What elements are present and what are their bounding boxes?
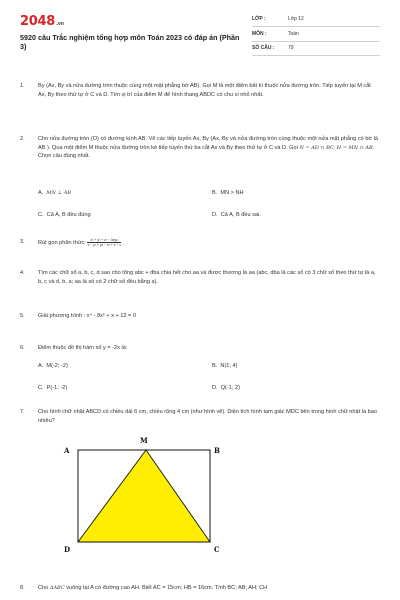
- figure-svg: [60, 436, 228, 556]
- option-b[interactable]: B. MN > NH: [212, 190, 244, 196]
- site-logo[interactable]: 2048.vn: [20, 14, 64, 29]
- question-text: Tìm các chữ số a, b, c, d sao cho tổng abc + dba chia hết cho aa và được thương là aa (abc, dba là các số có 3 chữ số theo thứ tự là a, b, c và d, b, a; aa là số có 2 chữ số đều bằng a).: [38, 270, 376, 285]
- label-d: D: [64, 545, 71, 554]
- question-text: Cho nửa đường tròn (O) có đường kính AB. Vẽ các tiếp tuyến Ax, By (Ax, By và nửa đường tròn cùng thuộc một nửa mặt phẳng có bờ là AB ). Qua một điểm M thuộc nửa đường tròn kẻ tiếp tuyến thứ ba cắt Ax và By theo thứ tự ở C và D. Gọi N = AD ∩ BC, H = MN ∩ AB. Chọn câu đúng nhất.: [38, 136, 378, 160]
- option-a[interactable]: A. MN ⊥ AB: [38, 190, 72, 196]
- option-d[interactable]: D. Cả A, B đều sai.: [212, 212, 261, 218]
- option-a[interactable]: A. M(-2; -2): [38, 363, 68, 369]
- question-text: Rút gọn phân thức: $\frac{\text{x³ + y³ + z³ − 3xyz}}{\text{x − y² + yz − z² + z − x}}$: [38, 238, 121, 247]
- question-3: 3. Rút gọn phân thức: $\frac{\text{x³ + y³ + z³ − 3xyz}}{\text{x − y² + yz − z² + z − x}}$: [20, 238, 380, 248]
- option-c[interactable]: C. Cả A, B đều đúng: [38, 212, 91, 218]
- question-6: 6. Điểm thuộc đồ thị hàm số y = -2x là:: [20, 344, 380, 353]
- question-7: 7. Cho hình chữ nhật ABCD có chiều dài 6 cm, chiều rộng 4 cm (như hình vẽ). Diện tích hình tam giác MDC bên trong hình chữ nhật là bao nhiêu?: [20, 408, 380, 425]
- meta-row-subject: MÔN : Toán: [252, 29, 380, 42]
- question-text: By (Ax, By và nửa đường tròn thuộc cùng một mặt phẳng bờ AB). Gọi M là một điểm bất kì thuộc nửa đường tròn. Tiếp tuyến tại M cắt Ax, By theo thứ tự ở C và D. Tìm vị trí của điểm M để hình thang ABDC có chu vi nhỏ nhất.: [38, 83, 371, 98]
- document-title: 5920 câu Trắc nghiệm tổng hợp môn Toán 2023 có đáp án (Phần 3): [20, 33, 240, 51]
- question-2: 2. Cho nửa đường tròn (O) có đường kính AB. Vẽ các tiếp tuyến Ax, By (Ax, By và nửa đường tròn cùng thuộc một nửa mặt phẳng có bờ là AB ). Qua một điểm M thuộc nửa đường tròn kẻ tiếp tuyến thứ ba cắt Ax và By theo thứ tự ở C và D. Gọi N = AD ∩ BC, H = MN ∩ AB. Chọn câu đúng nhất.: [20, 136, 378, 160]
- question-4: 4. Tìm các chữ số a, b, c, d sao cho tổng abc + dba chia hết cho aa và được thương là aa (abc, dba là các số có 3 chữ số theo thứ tự là a, b, c và d, b, a; aa là số có 2 chữ số đều bằng a).: [20, 269, 380, 286]
- page-header: [0, 0, 400, 72]
- question-text: Cho ΔABC vuông tại A có đường cao AH. Biết AC = 15cm; HB = 16cm. Tính BC; AB; AH; CH: [38, 585, 268, 591]
- question-text: Giải phương trình : x⁴ - 8x² + x + 12 = 0: [38, 313, 136, 319]
- rectangle-figure: [60, 436, 228, 556]
- option-c[interactable]: C. P(-1; -2): [38, 385, 68, 391]
- label-m: M: [140, 436, 148, 445]
- label-a: A: [64, 446, 70, 455]
- meta-row-count: SỐ CÂU : 79: [252, 43, 380, 56]
- triangle-mdc: [78, 450, 210, 542]
- meta-row-grade: LỚP : Lớp 12: [252, 14, 380, 27]
- fraction: $\frac{\text{x³ + y³ + z³ − 3xyz}}{\text{x − y² + yz − z² + z − x}}$: [87, 238, 121, 247]
- option-d[interactable]: D. Q(-1; 2): [212, 385, 240, 391]
- question-8: 8. Cho ΔABC vuông tại A có đường cao AH. Biết AC = 15cm; HB = 16cm. Tính BC; AB; AH; CH: [20, 584, 380, 593]
- label-c: C: [214, 545, 220, 554]
- question-text: Điểm thuộc đồ thị hàm số y = -2x là:: [38, 345, 128, 351]
- label-b: B: [214, 446, 220, 455]
- question-text: Cho hình chữ nhật ABCD có chiều dài 6 cm, chiều rộng 4 cm (như hình vẽ). Diện tích hình tam giác MDC bên trong hình chữ nhật là bao nhiêu?: [38, 409, 377, 424]
- question-5: 5. Giải phương trình : x⁴ - 8x² + x + 12 = 0: [20, 312, 380, 321]
- question-1: 1. By (Ax, By và nửa đường tròn thuộc cùng một mặt phẳng bờ AB). Gọi M là một điểm bất kì thuộc nửa đường tròn. Tiếp tuyến tại M cắt Ax, By theo thứ tự ở C và D. Tìm vị trí của điểm M để hình thang ABDC có chu vi nhỏ nhất.: [20, 82, 380, 99]
- option-b[interactable]: B. N(1; 4): [212, 363, 238, 369]
